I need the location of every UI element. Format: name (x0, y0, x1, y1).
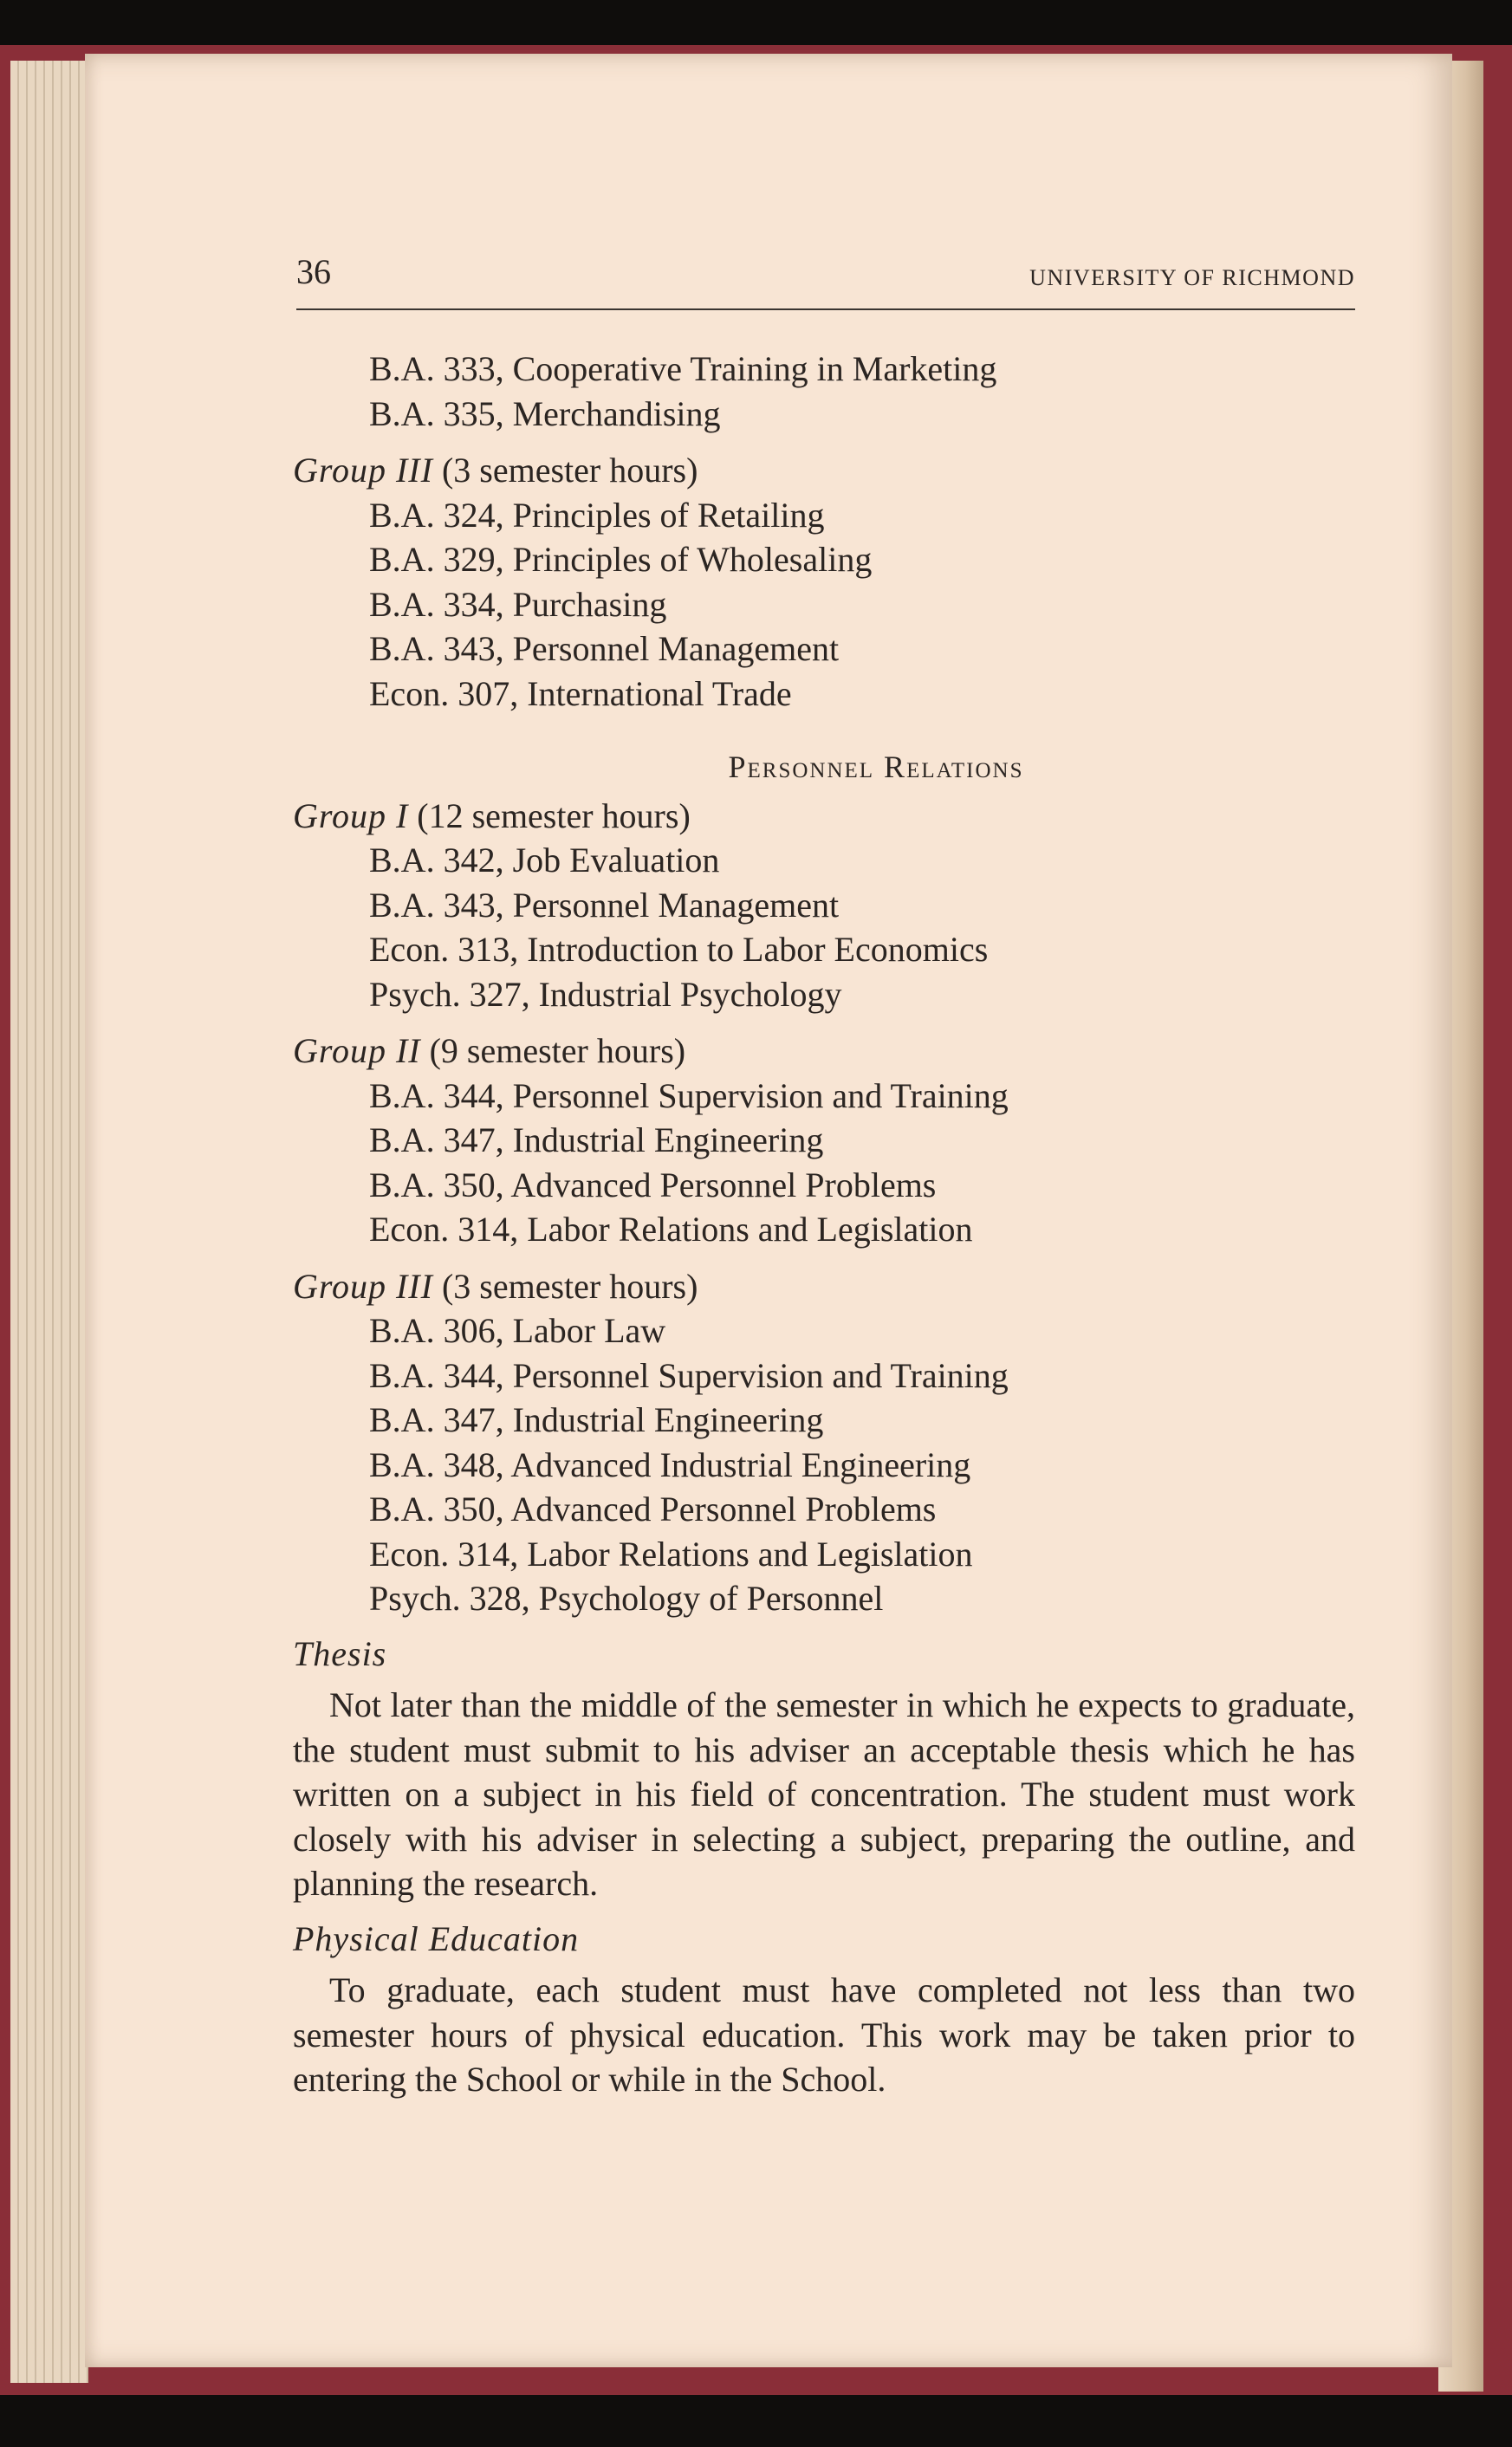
course-item: B.A. 324, Principles of Retailing (369, 495, 825, 535)
thesis-heading: Thesis (293, 1633, 387, 1673)
course-item: B.A. 342, Job Evaluation (369, 841, 720, 879)
group-hours: (3 semester hours) (441, 1266, 698, 1306)
group-title (293, 794, 1355, 839)
group-title (293, 448, 1355, 493)
personnel-group-1 (293, 794, 1355, 1017)
physical-education-paragraph: To graduate, each student must have completed not less than two semester hours of physical education. This work may be taken prior to entering the School or while in the School. (293, 1970, 1355, 2099)
page-header (296, 251, 1355, 310)
course-item: B.A. 306, Labor Law (369, 1311, 666, 1350)
running-head (1029, 265, 1355, 291)
personnel-group-3 (293, 1264, 1355, 1621)
marketing-group-3 (293, 448, 1355, 716)
course-item: B.A. 329, Principles of Wholesaling (369, 540, 873, 579)
group-title (293, 1264, 1355, 1309)
course-item: Psych. 328, Psychology of Personnel (369, 1579, 884, 1618)
group-hours: (12 semester hours) (417, 795, 691, 835)
course-item: B.A. 350, Advanced Personnel Problems (369, 1490, 937, 1529)
physical-education-heading: Physical Education (293, 1918, 580, 1958)
running-head-text: UNIVERSITY OF RICHMOND (1029, 265, 1355, 290)
group-label: Group III (293, 1266, 433, 1306)
course-item: B.A. 347, Industrial Engineering (369, 1400, 824, 1439)
group-hours: (9 semester hours) (429, 1031, 686, 1070)
course-item: B.A. 344, Personnel Supervision and Training (369, 1075, 1009, 1115)
page-number: 36 (296, 252, 331, 291)
section-heading-personnel-relations: Personnel Relations (728, 750, 1024, 784)
group-label: Group III (293, 451, 433, 490)
left-page-edges (10, 61, 88, 2383)
course-item: B.A. 347, Industrial Engineering (369, 1120, 824, 1159)
course-item: B.A. 343, Personnel Management (369, 629, 840, 668)
thesis-paragraph: Not later than the middle of the semester in which he expects to graduate, the student must submit to his adviser an acceptable thesis which he has written on a subject in his field of concentration. The student must work closely with his adviser in selecting a subject, preparing the outline, and planning the research. (293, 1685, 1355, 1903)
personnel-group-2 (293, 1029, 1355, 1252)
course-item: B.A. 333, Cooperative Training in Marketing (369, 349, 997, 388)
course-item: Econ. 314, Labor Relations and Legislation (369, 1534, 973, 1574)
course-item: B.A. 350, Advanced Personnel Problems (369, 1165, 937, 1204)
course-item: B.A. 335, Merchandising (369, 393, 721, 433)
course-item: B.A. 343, Personnel Management (369, 885, 840, 925)
course-item: B.A. 334, Purchasing (369, 584, 667, 624)
group-label: Group I (293, 795, 409, 835)
course-item: Psych. 327, Industrial Psychology (369, 974, 842, 1014)
course-item: Econ. 314, Labor Relations and Legislation (369, 1210, 973, 1249)
course-item: Econ. 313, Introduction to Labor Economics (369, 930, 989, 969)
course-item: Econ. 307, International Trade (369, 673, 792, 713)
course-item: B.A. 344, Personnel Supervision and Training (369, 1355, 1009, 1395)
page-content (293, 347, 1355, 2102)
group-hours: (3 semester hours) (441, 451, 698, 490)
course-item: B.A. 348, Advanced Industrial Engineering (369, 1444, 971, 1484)
group-title (293, 1029, 1355, 1074)
group-label: Group II (293, 1031, 421, 1070)
top-course-list (293, 347, 1355, 436)
